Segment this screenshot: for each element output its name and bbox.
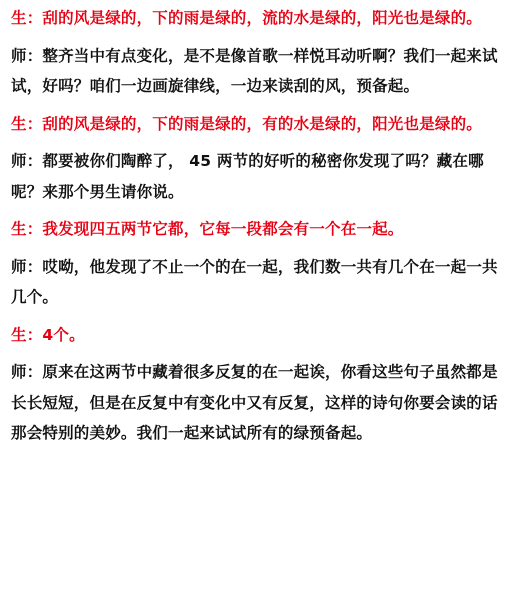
teacher-line-1: 师：整齐当中有点变化，是不是像首歌一样悦耳动听啊？我们一起来试试，好吗？咱们一边画旋律线，一边来读刮的风，预备起。: [11, 46, 498, 95]
teacher-line-2: 师：都要被你们陶醉了， 45 两节的好听的秘密你发现了吗？藏在哪呢？来那个男生请你说。: [11, 152, 484, 201]
teacher-line-4: 师：原来在这两节中藏着很多反复的在一起诶，你看这些句子虽然都是长长短短，但是在反复中有变化中又有反复，这样的诗句你要会读的话那会特别的美妙。我们一起来试试所有的绿预备起。: [11, 363, 498, 443]
student-line-4: 生：4个。: [11, 325, 85, 344]
student-line-1: 生：刮的风是绿的，下的雨是绿的，流的水是绿的，阳光也是绿的。: [11, 9, 483, 27]
teacher-line-3: 师：哎呦，他发现了不止一个的在一起，我们数一共有几个在一起一共几个。: [11, 257, 498, 307]
student-line-2: 生：刮的风是绿的，下的雨是绿的，有的水是绿的，阳光也是绿的。: [11, 114, 483, 133]
student-line-3: 生：我发现四五两节它都，它每一段都会有一个在一起。: [11, 220, 404, 239]
